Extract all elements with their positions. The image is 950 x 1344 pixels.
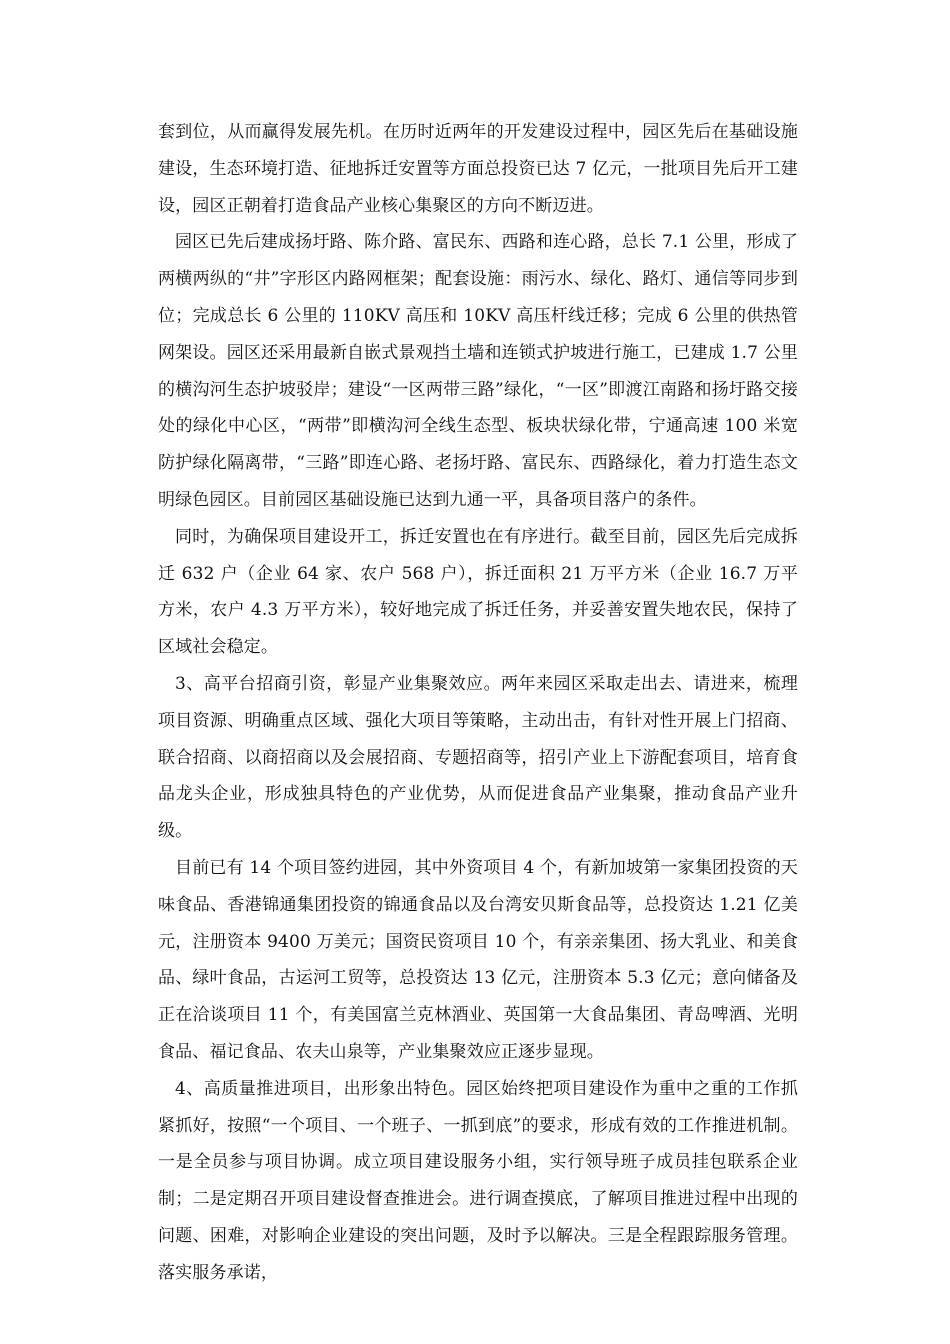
paragraph-infrastructure: 园区已先后建成扬圩路、陈介路、富民东、西路和连心路，总长 7.1 公里，形成了两横两纵的“井”字形区内路网框架；配套设施：雨污水、绿化、路灯、通信等同步到位；完成总长 6 公里的 110KV 高压和 10KV 高压杆线迁移；完成 6 公里的供热管网架设。园区还采用最新自嵌式景观挡土墙和连锁式护坡进行施工，已建成 1.7 公里的横沟河生态护坡驳岸；建设“一区两带三路”绿化，“一区”即渡江南路和扬圩路交接处的绿化中心区，“两带”即横沟河全线生态型、板块状绿化带，宁通高速 100 米宽防护绿化隔离带，“三路”即连心路、老扬圩路、富民东、西路绿化，着力打造生态文明绿色园区。目前园区基础设施已达到九通一平，具备项目落户的条件。 — [158, 232, 798, 510]
paragraph-project-advancement: 4、高质量推进项目，出形象出特色。园区始终把项目建设作为重中之重的工作抓紧抓好，按照“一个项目、一个班子、一抓到底”的要求，形成有效的工作推进机制。一是全员参与项目协调。成立项目建设服务小组，实行领导班子成员挂包联系企业制；二是定期召开项目建设督查推进会。进行调查摸底，了解项目推进过程中出现的问题、困难，对影响企业建设的突出问题，及时予以解决。三是全程跟踪服务管理。落实服务承诺， — [158, 1078, 798, 1283]
paragraph-relocation: 同时，为确保项目建设开工，拆迁安置也在有序进行。截至目前，园区先后完成拆迁 632 户（企业 64 家、农户 568 户），拆迁面积 21 万平方米（企业 16.7 万平方米，农户 4.3 万平方米），较好地完成了拆迁任务，并妥善安置失地农民，保持了区域社会稳定。 — [158, 526, 798, 658]
paragraph-investment-promotion: 3、高平台招商引资，彰显产业集聚效应。两年来园区采取走出去、请进来，梳理项目资源、明确重点区域、强化大项目等策略，主动出击，有针对性开展上门招商、联合招商、以商招商以及会展招商、专题招商等，招引产业上下游配套项目，培育食品龙头企业，形成独具特色的产业优势，从而促进食品产业集聚，推动食品产业升级。 — [158, 673, 798, 842]
paragraph-continuation: 套到位，从而赢得发展先机。在历时近两年的开发建设过程中，园区先后在基础设施建设，生态环境打造、征地拆迁安置等方面总投资已达 7 亿元，一批项目先后开工建设，园区正朝着打造食品产业核心集聚区的方向不断迈进。 — [158, 122, 798, 216]
paragraph-signed-projects: 目前已有 14 个项目签约进园，其中外资项目 4 个，有新加坡第一家集团投资的天味食品、香港锦通集团投资的锦通食品以及台湾安贝斯食品等，总投资达 1.21 亿美元，注册资本 9400 万美元；国资民资项目 10 个，有亲亲集团、扬大乳业、和美食品、绿叶食品，古运河工贸等，总投资达 13 亿元，注册资本 5.3 亿元；意向储备及正在洽谈项目 11 个，有美国富兰克林酒业、英国第一大食品集团、青岛啤酒、光明食品、福记食品、农夫山泉等，产业集聚效应正逐步显现。 — [158, 857, 798, 1062]
document-body — [158, 114, 798, 1292]
